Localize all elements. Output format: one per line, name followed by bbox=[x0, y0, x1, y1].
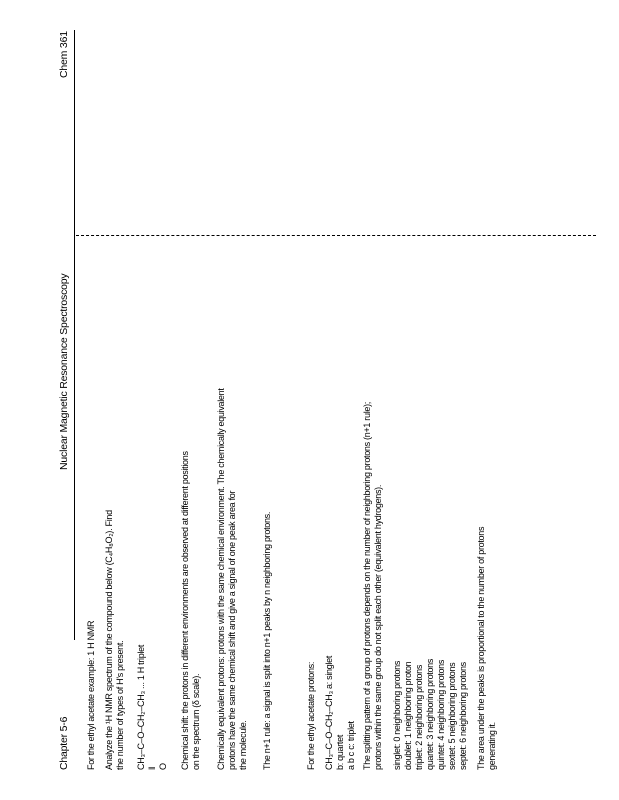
note-line: on the spectrum (δ scale). bbox=[191, 673, 201, 770]
chapter-label: Chapter 5-6 bbox=[58, 716, 70, 770]
note-line: a b c c: triplet bbox=[346, 721, 356, 770]
note-block bbox=[180, 451, 202, 770]
note-block bbox=[392, 659, 469, 770]
note-line: Chemically equivalent protons: protons with the same chemical environment. The chemically equivalent bbox=[216, 388, 226, 770]
note-block bbox=[136, 645, 169, 770]
note-block bbox=[262, 512, 273, 770]
note-line: Analyze the ¹H NMR spectrum of the compound below (C₄H₈O₂). Find bbox=[104, 510, 114, 770]
note-line: The n+1 rule: a signal is split into n+1 peaks by n neighboring protons. bbox=[262, 511, 272, 770]
note-line: septet: 6 neighboring protons bbox=[458, 662, 468, 770]
note-line: protons have the same chemical shift and give a signal of one peak area for bbox=[227, 490, 237, 770]
note-block bbox=[476, 527, 498, 770]
note-block bbox=[216, 388, 249, 770]
note-line: For the ethyl acetate example: 1 H NMR bbox=[86, 620, 96, 770]
note-line: For the ethyl acetate protons: bbox=[306, 661, 316, 770]
note-line: quartet: 3 neighboring protons bbox=[425, 658, 435, 770]
note-line: Chemical shift: the protons in different environments are observed at different positions bbox=[180, 451, 190, 770]
note-line: CH₃–C–O–CH₂–CH₃ ... 1 H triplet bbox=[136, 644, 146, 770]
rotated-page bbox=[52, 0, 612, 770]
note-line: the molecule. bbox=[238, 720, 248, 770]
note-line: triplet: 2 neighboring protons bbox=[414, 664, 424, 770]
note-line: doublet: 1 neighboring proton bbox=[403, 661, 413, 770]
note-block bbox=[104, 510, 126, 770]
note-line: b: quartet bbox=[335, 734, 345, 770]
header-title: Nuclear Magnetic Resonance Spectroscopy bbox=[58, 273, 70, 470]
note-block bbox=[306, 662, 317, 770]
note-line: generating it. bbox=[487, 722, 497, 770]
note-line: CH₃–C–O–CH₂–CH₃ a: singlet bbox=[324, 655, 334, 770]
note-line: quintet: 4 neighboring protons bbox=[436, 659, 446, 770]
header-rule bbox=[74, 30, 75, 640]
note-block bbox=[86, 621, 97, 770]
note-block bbox=[362, 402, 384, 770]
page-header bbox=[52, 30, 76, 770]
note-line: protons within the same group do not split each other (equivalent hydrogens). bbox=[373, 484, 383, 770]
note-line: The area under the peaks is proportional to the number of protons bbox=[476, 526, 486, 770]
note-line: O bbox=[158, 763, 168, 770]
course-label: Chem 361 bbox=[58, 31, 70, 78]
note-line: singlet: 0 neighboring protons bbox=[392, 660, 402, 770]
note-line: The splitting pattern of a group of protons depends on the number of neighboring protons (n+1 rule); bbox=[362, 401, 372, 770]
dashed-column-divider bbox=[76, 235, 596, 236]
note-line: the number of types of H's present. bbox=[115, 640, 125, 770]
note-block bbox=[324, 656, 357, 770]
note-line: ‖ bbox=[147, 766, 157, 770]
note-line: sextet: 5 neighboring protons bbox=[447, 662, 457, 770]
